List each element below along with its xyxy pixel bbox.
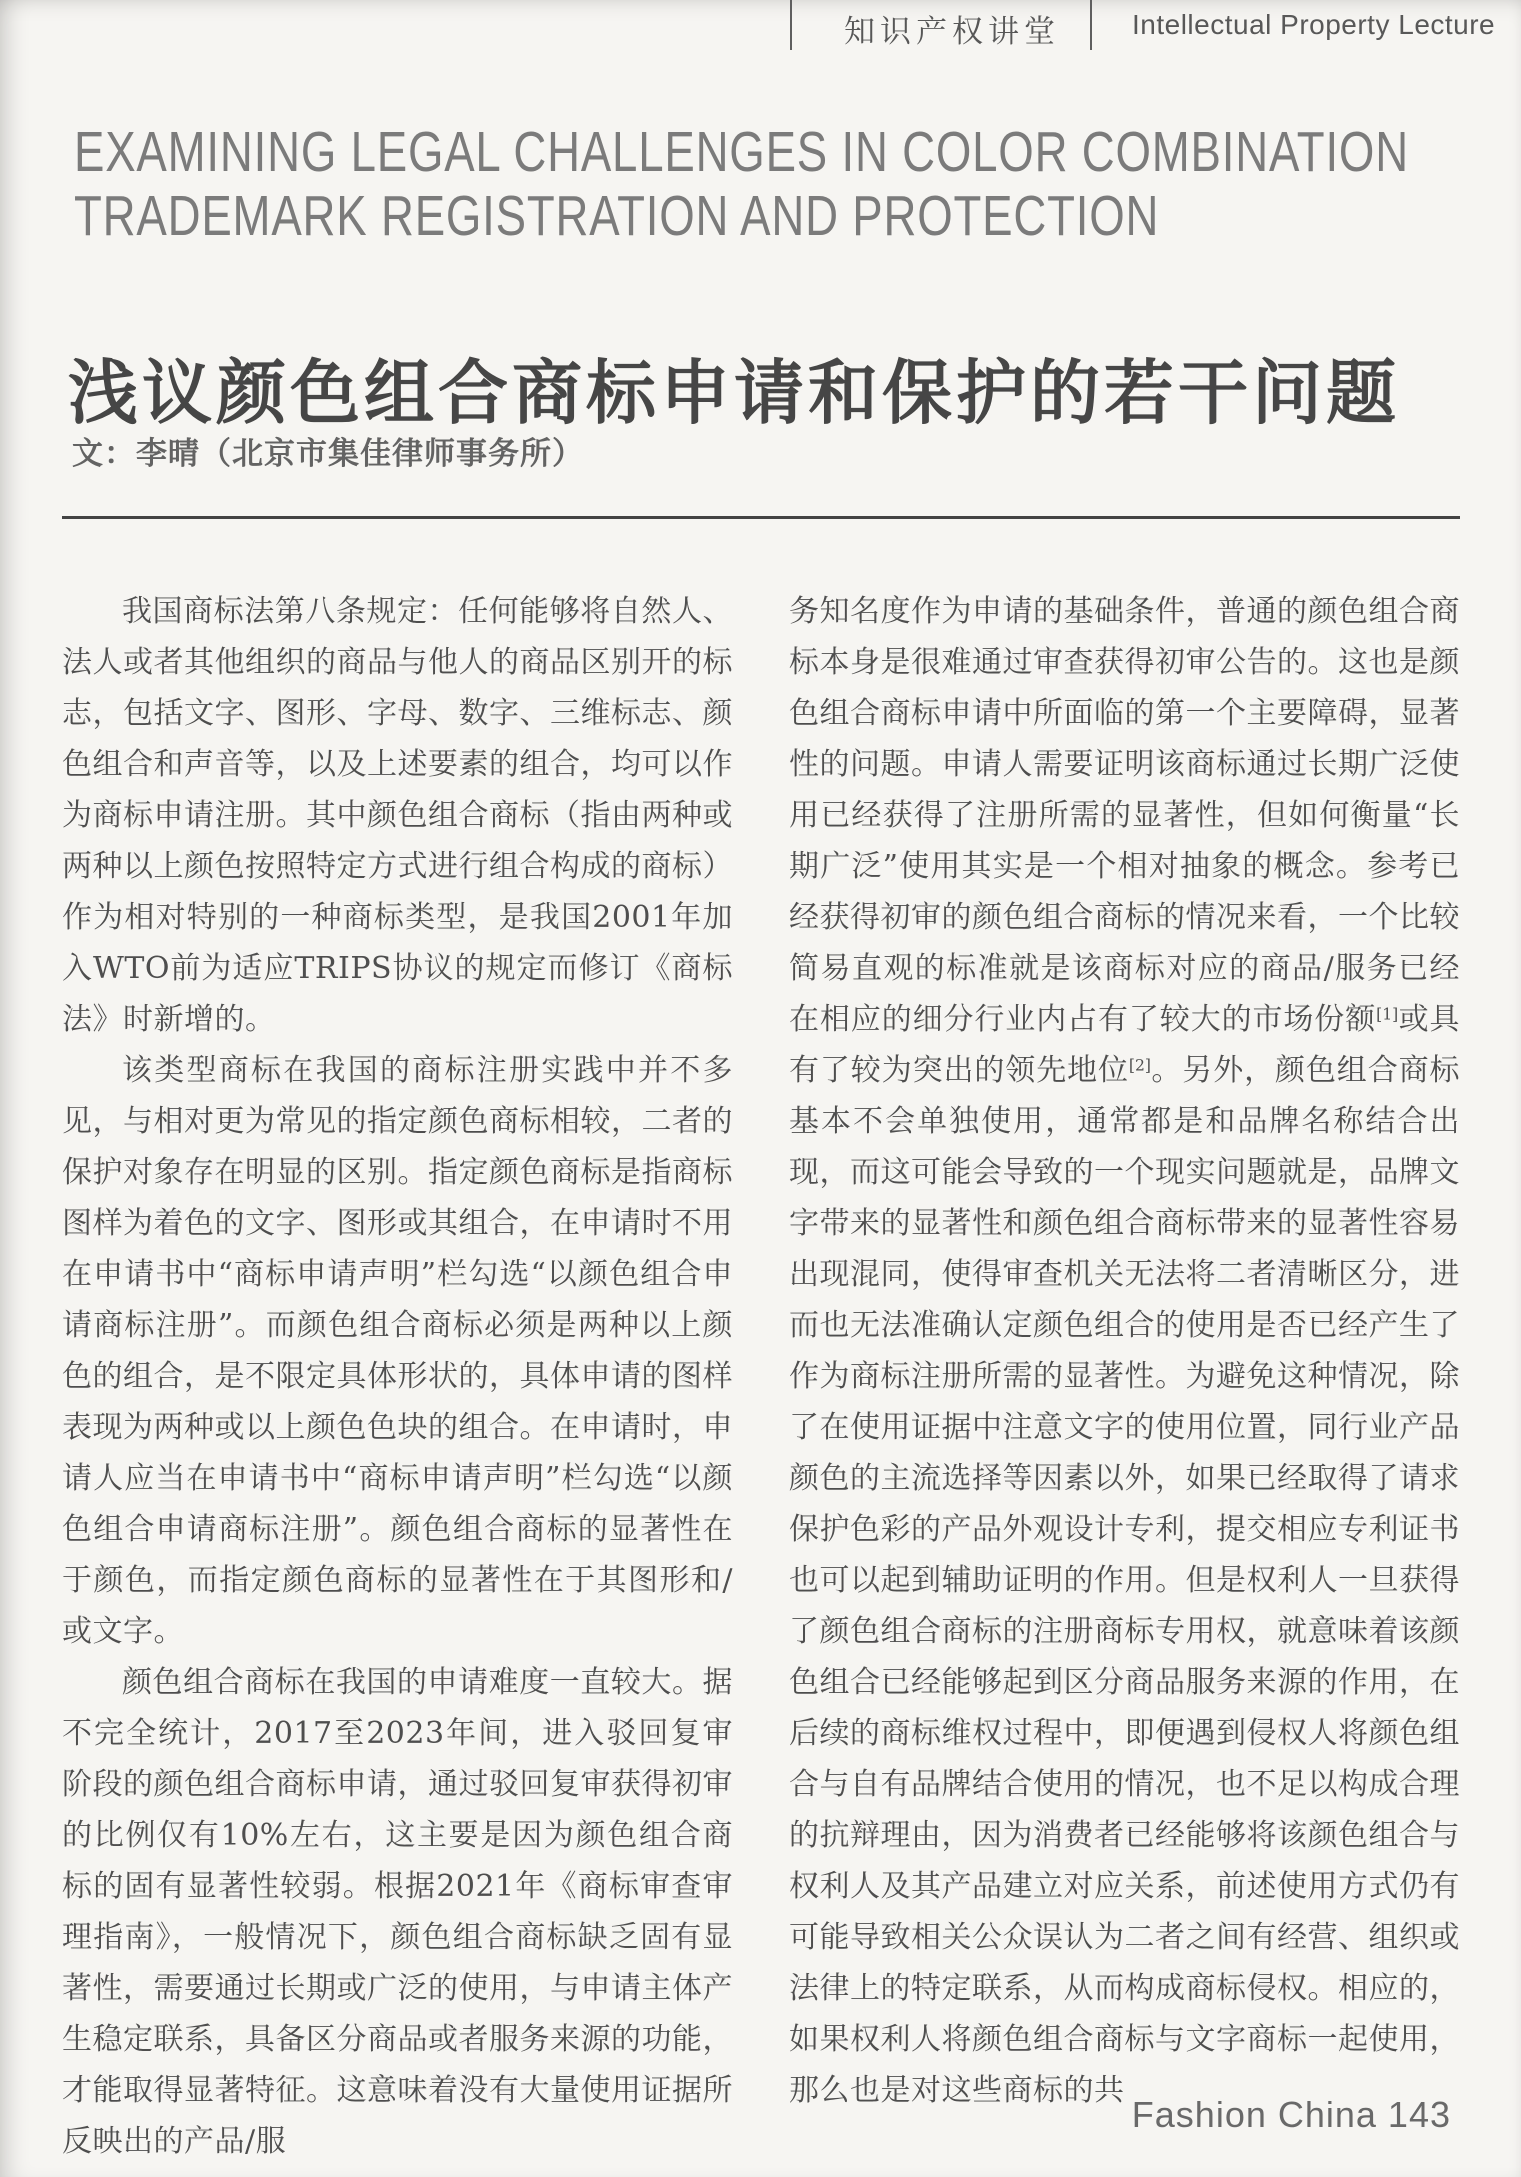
page-footer: Fashion China 143 bbox=[1131, 2094, 1451, 2135]
article-title-chinese: 浅议颜色组合商标申请和保护的若干问题 bbox=[68, 353, 1400, 432]
right-column bbox=[789, 586, 1460, 2167]
body-paragraph: 该类型商标在我国的商标注册实践中并不多见，与相对更为常见的指定颜色商标相较，二者的保护对象存在明显的区别。指定颜色商标是指商标图样为着色的文字、图形或其组合，在申请时不用在申请书中“商标申请声明”栏勾选“以颜色组合申请商标注册”。而颜色组合商标必须是两种以上颜色的组合，是不限定具体形状的，具体申请的图样表现为两种或以上颜色色块的组合。在申请时，申请人应当在申请书中“商标申请声明”栏勾选“以颜色组合申请商标注册”。颜色组合商标的显著性在于颜色，而指定颜色商标的显著性在于其图形和/或文字。 bbox=[62, 1053, 733, 1649]
article-body bbox=[62, 586, 1460, 2167]
page-header bbox=[790, 0, 1495, 51]
body-paragraph: 颜色组合商标在我国的申请难度一直较大。据不完全统计，2017至2023年间，进入驳回复审阶段的颜色组合商标申请，通过驳回复审获得初审的比例仅有10%左右，这主要是因为颜色组合商标的固有显著性较弱。根据2021年《商标审查审理指南》，一般情况下，颜色组合商标缺乏固有显著性，需要通过长期或广泛的使用，与申请主体产生稳定联系，具备区分商品或者服务来源的功能，才能取得显著特征。这意味着没有大量使用证据所反映出的产品/服 bbox=[62, 1665, 733, 2159]
header-divider-right bbox=[1090, 0, 1092, 50]
author-byline: 文：李晴（北京市集佳律师事务所） bbox=[72, 436, 584, 471]
article-title-english-line2: TRADEMARK REGISTRATION AND PROTECTION bbox=[74, 184, 1160, 248]
article-title-english-line1: EXAMINING LEGAL CHALLENGES IN COLOR COMBINATION bbox=[74, 120, 1409, 184]
section-title-en: Intellectual Property Lecture bbox=[1132, 9, 1496, 40]
title-rule-divider bbox=[62, 516, 1460, 519]
left-column bbox=[62, 586, 733, 2167]
footnote-marker: [1] bbox=[1376, 1005, 1399, 1024]
section-title-zh: 知识产权讲堂 bbox=[844, 14, 1060, 49]
footnote-marker: [2] bbox=[1128, 1056, 1151, 1075]
header-divider-left bbox=[790, 0, 792, 50]
article-title-english bbox=[74, 120, 1409, 248]
body-paragraph: 我国商标法第八条规定：任何能够将自然人、法人或者其他组织的商品与他人的商品区别开的标志，包括文字、图形、字母、数字、三维标志、颜色组合和声音等，以及上述要素的组合，均可以作为商标申请注册。其中颜色组合商标（指由两种或两种以上颜色按照特定方式进行组合构成的商标）作为相对特别的一种商标类型，是我国2001年加入WTO前为适应TRIPS协议的规定而修订《商标法》时新增的。 bbox=[62, 594, 733, 1037]
body-paragraph-continuation: 务知名度作为申请的基础条件，普通的颜色组合商标本身是很难通过审查获得初审公告的。这也是颜色组合商标申请中所面临的第一个主要障碍，显著性的问题。申请人需要证明该商标通过长期广泛使用已经获得了注册所需的显著性，但如何衡量“长期广泛”使用其实是一个相对抽象的概念。参考已经获得初审的颜色组合商标的情况来看，一个比较简易直观的标准就是该商标对应的商品/服务已经在相应的细分行业内占有了较大的市场份额[1]或具有了较为突出的领先地位[2]。另外，颜色组合商标基本不会单独使用，通常都是和品牌名称结合出现，而这可能会导致的一个现实问题就是，品牌文字带来的显著性和颜色组合商标带来的显著性容易出现混同，使得审查机关无法将二者清晰区分，进而也无法准确认定颜色组合的使用是否已经产生了作为商标注册所需的显著性。为避免这种情况，除了在使用证据中注意文字的使用位置，同行业产品颜色的主流选择等因素以外，如果已经取得了请求保护色彩的产品外观设计专利，提交相应专利证书也可以起到辅助证明的作用。但是权利人一旦获得了颜色组合商标的注册商标专用权，就意味着该颜色组合已经能够起到区分商品服务来源的作用，在后续的商标维权过程中，即便遇到侵权人将颜色组合与自有品牌结合使用的情况，也不足以构成合理的抗辩理由，因为消费者已经能够将该颜色组合与权利人及其产品建立对应关系，前述使用方式仍有可能导致相关公众误认为二者之间有经营、组织或法律上的特定联系，从而构成商标侵权。相应的，如果权利人将颜色组合商标与文字商标一起使用，那么也是对这些商标的共 bbox=[789, 594, 1461, 2108]
